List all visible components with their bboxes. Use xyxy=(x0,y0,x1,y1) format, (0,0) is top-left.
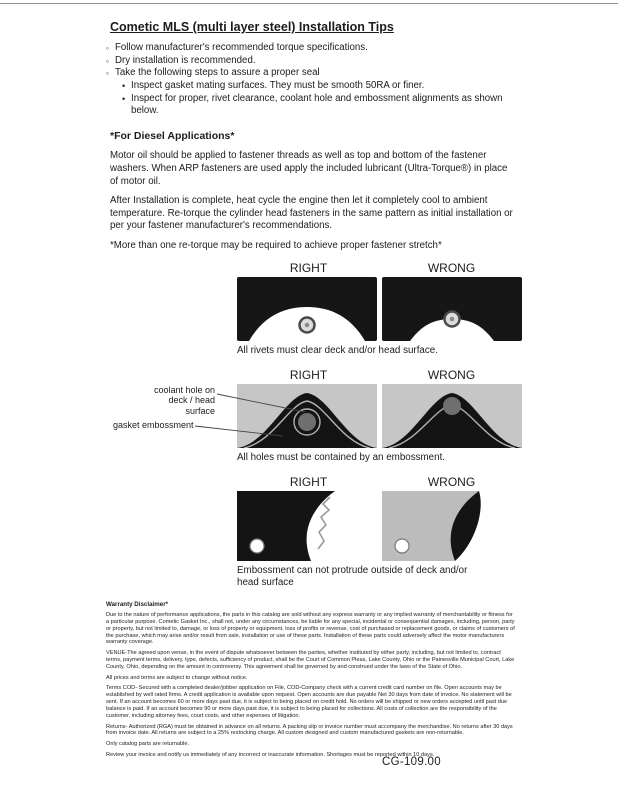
disclaimer-paragraph: Due to the nature of performance applications, the parts in this catalog are sold without any express warranty or any implied warranty of merchantability or fitness for a particular purpose. Cometic Gasket Inc., shall not, under any circumstances, be liable for any special, incidental or consequential damages, including, person, party or property, but not limited to, damage, or loss of property or equipment, loss of profits or revenue, cost of purchased or replacement goods, or claims of customers of the purchase, which may arise and/or result from sale, installation or use of these parts. Installation of these parts could adversely affect the motor manufacturers warranty coverage. xyxy=(106,612,515,646)
filled-bullet-icon: • xyxy=(122,93,126,104)
diagram-row-holes xyxy=(113,367,523,464)
right-label: RIGHT xyxy=(289,367,328,382)
diagram-caption: Embossment can not protrude outside of deck and/or head surface xyxy=(237,565,468,589)
diagram-row-rivets xyxy=(237,261,523,357)
disclaimer-paragraph: Review your invoice and notify us immediately of any incorrect or inaccurate information. Shortages must be reported within 10 days. xyxy=(106,751,435,758)
diagram-section xyxy=(106,261,524,590)
embossment-right-diagram xyxy=(237,384,377,448)
open-bullet-icon: ◦ xyxy=(106,68,110,79)
wrong-label: WRONG xyxy=(427,367,476,382)
coolant-hole-annotation xyxy=(139,385,215,417)
list-item xyxy=(106,42,524,55)
rivet-wrong-diagram xyxy=(382,277,522,341)
disclaimer-paragraph: All prices and terms are subject to change without notice. xyxy=(106,674,248,681)
diagram-labels xyxy=(237,261,523,275)
gasket-embossment-annotation: gasket embossment xyxy=(113,419,194,430)
disclaimer-paragraph: Terms COD- Secured with a completed dealer/jobber application on File, COD-Company check with a current credit card number on file. Open accounts may be established by well rated firms. A credit application is available upon request. Open accounts are due payable Net 30 days from date of invoice. No statement will be sent. If an account becomes 60 or more days past due, it is subject to being placed on credit hold. No orders will be shipped or new orders accepted until past due balance is paid. If an account becomes 90 or more days past due, it is subject to being placed for collections. All costs of collection are the responsibility of the customer, including attorney fees, court costs, and other expenses of litigation. xyxy=(106,685,512,719)
tip-text: Take the following steps to assure a proper seal xyxy=(115,67,320,79)
wrong-label: WRONG xyxy=(427,260,476,275)
tip-text: Dry installation is recommended. xyxy=(115,54,256,66)
disclaimer-paragraph: Returns- Authorized (RGA) must be obtained in advance on all returns. A packing slip or invoice number must accompany the merchandise. No returns after 30 days from invoice date. All returns are subject to a 25% restocking charge. All custom designed and custom manufactured gaskets are non-returnable. xyxy=(106,723,513,737)
diagram-row-protrusion xyxy=(237,475,523,589)
open-bullet-icon: ◦ xyxy=(106,55,110,66)
protrusion-right-diagram xyxy=(237,491,377,561)
filled-bullet-icon: • xyxy=(122,80,126,91)
diesel-paragraph: *More than one re-torque may be required to achieve proper fastener stretch* xyxy=(110,240,442,252)
annotation-text: coolant hole on xyxy=(153,384,215,395)
tip-text: Follow manufacturer's recommended torque specifications. xyxy=(115,42,368,53)
diesel-applications-section xyxy=(110,130,514,253)
diagram-images xyxy=(237,491,523,561)
list-item xyxy=(122,80,524,93)
disclaimer-paragraph: Only catalog parts are returnable. xyxy=(106,741,190,748)
page-code: CG-109.00 xyxy=(382,756,441,768)
disclaimer-heading: Warranty Disclaimer* xyxy=(106,600,169,608)
disclaimer-paragraph: VENUE-The agreed upon venue, in the event of dispute whatsoever between the parties, whether instituted by either party, including, but not limited to, contract terms, payment terms, delivery, type, defects, sufficiency of product, shall be the Court of Common Pleas, Lake County, Ohio or the Painesville Municipal Court, Lake County, Ohio, depending on the amount in controversy. This agreement shall be governed by and construed under the laws of the State of Ohio. xyxy=(106,650,515,670)
installation-tips-list xyxy=(106,42,524,118)
right-label: RIGHT xyxy=(289,475,328,490)
diagram-images xyxy=(113,384,523,448)
embossment-wrong-diagram xyxy=(382,384,522,448)
wrong-label: WRONG xyxy=(427,475,476,490)
right-label: RIGHT xyxy=(289,260,328,275)
diagram-labels xyxy=(237,368,523,382)
annotation-text: deck / head surface xyxy=(168,395,215,417)
diesel-paragraph: After Installation is complete, heat cycle the engine then let it completely cool to ambient temperature. Re-torque the cylinder head fasteners in the same pattern as initial installation or per your fastener manufacturer's recommendations. xyxy=(110,195,513,232)
tip-text: Inspect for proper, rivet clearance, coolant hole and embossment alignments as shown below. xyxy=(131,92,503,117)
rivet-right-diagram xyxy=(237,277,377,341)
list-item xyxy=(122,93,524,118)
list-item xyxy=(106,67,524,80)
tip-text: Inspect gasket mating surfaces. They must be smooth 50RA or finer. xyxy=(131,79,425,91)
page-top-rule xyxy=(0,3,618,4)
warranty-disclaimer xyxy=(106,601,516,759)
diagram-caption: All holes must be contained by an embossment. xyxy=(237,451,446,463)
protrusion-wrong-diagram xyxy=(382,491,522,561)
diagram-images xyxy=(237,277,523,341)
diesel-paragraph: Motor oil should be applied to fastener threads as well as top and bottom of the fastener washers. When ARP fasteners are used apply the included lubricant (Ultra-Torque®) in place of motor oil. xyxy=(110,150,508,187)
open-bullet-icon: ◦ xyxy=(106,43,110,53)
page-title: Cometic MLS (multi layer steel) Installation Tips xyxy=(110,20,394,34)
list-item xyxy=(106,55,524,68)
diagram-caption: All rivets must clear deck and/or head surface. xyxy=(237,344,438,356)
diesel-heading: *For Diesel Applications* xyxy=(110,129,235,142)
diagram-labels xyxy=(237,475,523,489)
